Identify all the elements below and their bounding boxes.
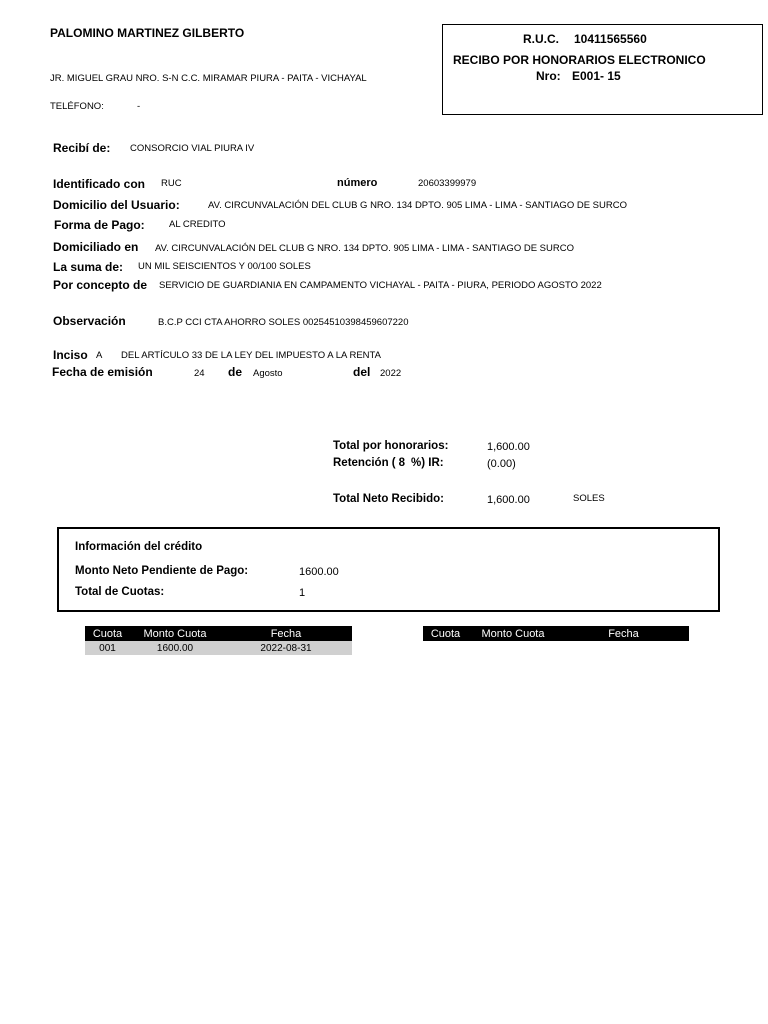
cell-fecha: 2022-08-31 xyxy=(220,641,352,655)
monto-pendiente-value: 1600.00 xyxy=(299,566,339,578)
concepto-value: SERVICIO DE GUARDIANIA EN CAMPAMENTO VICHAYAL - PAITA - PIURA, PERIODO AGOSTO 2022 xyxy=(159,280,602,291)
credit-info-title: Información del crédito xyxy=(75,541,203,553)
issuer-name: PALOMINO MARTINEZ GILBERTO xyxy=(50,26,245,40)
currency: SOLES xyxy=(573,493,605,504)
column-header-cuota: Cuota xyxy=(85,626,130,641)
ruc-value: 10411565560 xyxy=(574,32,647,46)
neto-label: Total Neto Recibido: xyxy=(333,493,444,505)
retencion-percent: 8 xyxy=(398,457,406,469)
phone-value: - xyxy=(137,101,141,112)
numero-label: número xyxy=(337,177,378,189)
concepto-label: Por concepto de xyxy=(53,278,148,292)
receipt-title: RECIBO POR HONORARIOS ELECTRONICO xyxy=(453,53,706,67)
honorarios-label: Total por honorarios: xyxy=(333,440,449,452)
domicilio-usuario-label: Domicilio del Usuario: xyxy=(53,198,180,212)
nro-value: E001- 15 xyxy=(572,69,621,83)
cuotas-table-header xyxy=(85,626,352,641)
domiciliado-value: AV. CIRCUNVALACIÓN DEL CLUB G NRO. 134 DPTO. 905 LIMA - LIMA - SANTIAGO DE SURCO xyxy=(155,243,574,254)
domicilio-usuario-value: AV. CIRCUNVALACIÓN DEL CLUB G NRO. 134 DPTO. 905 LIMA - LIMA - SANTIAGO DE SURCO xyxy=(208,200,627,211)
cuotas-table-2 xyxy=(423,626,689,641)
cell-monto: 1600.00 xyxy=(130,641,220,655)
del-label: del xyxy=(353,365,371,379)
domiciliado-label: Domiciliado en xyxy=(53,240,139,254)
retencion-label-start: Retención ( xyxy=(333,457,396,469)
suma-label: La suma de: xyxy=(53,260,124,274)
retencion-label xyxy=(333,457,444,469)
observacion-label: Observación xyxy=(53,314,126,328)
nro-label: Nro: xyxy=(536,69,561,83)
cell-cuota: 001 xyxy=(85,641,130,655)
inciso-value: DEL ARTÍCULO 33 DE LA LEY DEL IMPUESTO A LA RENTA xyxy=(121,350,381,361)
cuotas-table-2-header xyxy=(423,626,689,641)
monto-pendiente-label: Monto Neto Pendiente de Pago: xyxy=(75,565,249,577)
inciso-label: Inciso xyxy=(53,348,88,362)
recibi-value: CONSORCIO VIAL PIURA IV xyxy=(130,143,255,154)
column-header-monto: Monto Cuota xyxy=(130,626,220,641)
total-cuotas-label: Total de Cuotas: xyxy=(75,586,165,598)
column-header-fecha-2: Fecha xyxy=(558,626,689,641)
forma-pago-value: AL CREDITO xyxy=(169,219,226,230)
ruc-label: R.U.C. xyxy=(523,32,559,46)
observacion-value: B.C.P CCI CTA AHORRO SOLES 00254510398459607220 xyxy=(158,317,409,328)
inciso-letter: A xyxy=(96,350,103,361)
cuotas-table xyxy=(85,626,352,655)
neto-value: 1,600.00 xyxy=(487,494,530,506)
suma-value: UN MIL SEISCIENTOS Y 00/100 SOLES xyxy=(138,261,311,272)
retencion-label-end: %) IR: xyxy=(411,457,444,469)
total-cuotas-value: 1 xyxy=(299,587,306,599)
honorarios-value: 1,600.00 xyxy=(487,441,530,453)
phone-label: TELÉFONO: xyxy=(50,101,104,112)
de-label: de xyxy=(228,365,243,379)
column-header-fecha: Fecha xyxy=(220,626,352,641)
column-header-monto-2: Monto Cuota xyxy=(468,626,558,641)
column-header-cuota-2: Cuota xyxy=(423,626,468,641)
forma-pago-label: Forma de Pago: xyxy=(54,218,145,232)
identificado-value: RUC xyxy=(161,178,182,189)
fecha-year: 2022 xyxy=(380,368,402,379)
identificado-label: Identificado con xyxy=(53,177,146,191)
issuer-address: JR. MIGUEL GRAU NRO. S-N C.C. MIRAMAR PIURA - PAITA - VICHAYAL xyxy=(50,73,367,84)
fecha-label: Fecha de emisión xyxy=(52,365,153,379)
retencion-value: (0.00) xyxy=(487,458,516,470)
recibi-label: Recibí de: xyxy=(53,141,111,155)
table-row xyxy=(85,641,352,655)
numero-value: 20603399979 xyxy=(418,178,477,189)
fecha-day: 24 xyxy=(194,368,205,379)
fecha-month: Agosto xyxy=(253,368,283,379)
